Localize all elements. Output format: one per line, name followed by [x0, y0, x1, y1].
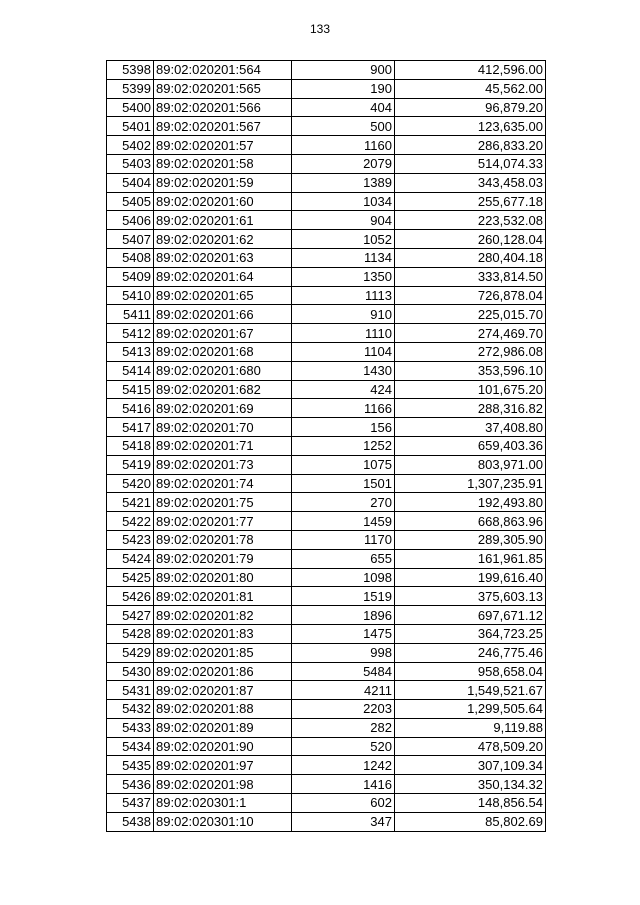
table-row: [107, 775, 546, 794]
row-index-cell: 5417: [107, 418, 154, 437]
cadastral-number-cell: 89:02:020201:565: [154, 79, 292, 98]
row-index-cell: 5436: [107, 775, 154, 794]
cadastral-number-cell: 89:02:020201:83: [154, 624, 292, 643]
row-index-cell: 5414: [107, 361, 154, 380]
row-index-cell: 5409: [107, 267, 154, 286]
cadastral-number-cell: 89:02:020201:67: [154, 324, 292, 343]
value-cell: 412,596.00: [395, 61, 546, 80]
table-row: [107, 737, 546, 756]
row-index-cell: 5430: [107, 662, 154, 681]
value-cell: 255,677.18: [395, 192, 546, 211]
table-row: [107, 173, 546, 192]
row-index-cell: 5419: [107, 455, 154, 474]
table-row: [107, 361, 546, 380]
table-row: [107, 794, 546, 813]
cadastral-number-cell: 89:02:020201:66: [154, 305, 292, 324]
area-cell: 4211: [292, 681, 395, 700]
cadastral-number-cell: 89:02:020201:566: [154, 98, 292, 117]
table-row: [107, 718, 546, 737]
table-row: [107, 248, 546, 267]
cadastral-table: [106, 60, 546, 832]
table-row: [107, 493, 546, 512]
cadastral-number-cell: 89:02:020201:81: [154, 587, 292, 606]
area-cell: 1166: [292, 399, 395, 418]
row-index-cell: 5432: [107, 700, 154, 719]
cadastral-number-cell: 89:02:020201:62: [154, 230, 292, 249]
row-index-cell: 5421: [107, 493, 154, 512]
value-cell: 246,775.46: [395, 643, 546, 662]
row-index-cell: 5416: [107, 399, 154, 418]
area-cell: 1430: [292, 361, 395, 380]
cadastral-number-cell: 89:02:020201:58: [154, 154, 292, 173]
cadastral-number-cell: 89:02:020201:70: [154, 418, 292, 437]
value-cell: 101,675.20: [395, 380, 546, 399]
row-index-cell: 5431: [107, 681, 154, 700]
area-cell: 5484: [292, 662, 395, 681]
row-index-cell: 5422: [107, 512, 154, 531]
area-cell: 904: [292, 211, 395, 230]
row-index-cell: 5402: [107, 136, 154, 155]
value-cell: 289,305.90: [395, 530, 546, 549]
area-cell: 1475: [292, 624, 395, 643]
area-cell: 1160: [292, 136, 395, 155]
area-cell: 1113: [292, 286, 395, 305]
area-cell: 900: [292, 61, 395, 80]
table-row: [107, 624, 546, 643]
cadastral-number-cell: 89:02:020201:64: [154, 267, 292, 286]
table-row: [107, 568, 546, 587]
page-number: 133: [309, 22, 331, 36]
row-index-cell: 5425: [107, 568, 154, 587]
value-cell: 280,404.18: [395, 248, 546, 267]
value-cell: 123,635.00: [395, 117, 546, 136]
value-cell: 1,307,235.91: [395, 474, 546, 493]
area-cell: 1034: [292, 192, 395, 211]
cadastral-number-cell: 89:02:020201:59: [154, 173, 292, 192]
cadastral-number-cell: 89:02:020201:74: [154, 474, 292, 493]
cadastral-number-cell: 89:02:020201:680: [154, 361, 292, 380]
table-row: [107, 436, 546, 455]
table-row: [107, 79, 546, 98]
value-cell: 478,509.20: [395, 737, 546, 756]
row-index-cell: 5433: [107, 718, 154, 737]
value-cell: 148,856.54: [395, 794, 546, 813]
area-cell: 500: [292, 117, 395, 136]
row-index-cell: 5408: [107, 248, 154, 267]
row-index-cell: 5403: [107, 154, 154, 173]
area-cell: 404: [292, 98, 395, 117]
area-cell: 347: [292, 812, 395, 831]
area-cell: 1519: [292, 587, 395, 606]
row-index-cell: 5410: [107, 286, 154, 305]
value-cell: 697,671.12: [395, 606, 546, 625]
value-cell: 726,878.04: [395, 286, 546, 305]
table-row: [107, 474, 546, 493]
table-row: [107, 530, 546, 549]
row-index-cell: 5413: [107, 342, 154, 361]
value-cell: 96,879.20: [395, 98, 546, 117]
table-row: [107, 418, 546, 437]
table-row: [107, 643, 546, 662]
cadastral-number-cell: 89:02:020201:61: [154, 211, 292, 230]
value-cell: 45,562.00: [395, 79, 546, 98]
table-row: [107, 662, 546, 681]
table-row: [107, 61, 546, 80]
row-index-cell: 5400: [107, 98, 154, 117]
cadastral-number-cell: 89:02:020201:63: [154, 248, 292, 267]
value-cell: 958,658.04: [395, 662, 546, 681]
table-row: [107, 756, 546, 775]
cadastral-number-cell: 89:02:020201:88: [154, 700, 292, 719]
row-index-cell: 5418: [107, 436, 154, 455]
area-cell: 156: [292, 418, 395, 437]
value-cell: 192,493.80: [395, 493, 546, 512]
area-cell: 1242: [292, 756, 395, 775]
value-cell: 668,863.96: [395, 512, 546, 531]
row-index-cell: 5406: [107, 211, 154, 230]
area-cell: 655: [292, 549, 395, 568]
cadastral-number-cell: 89:02:020201:564: [154, 61, 292, 80]
table-row: [107, 324, 546, 343]
value-cell: 353,596.10: [395, 361, 546, 380]
cadastral-number-cell: 89:02:020201:90: [154, 737, 292, 756]
table-row: [107, 342, 546, 361]
row-index-cell: 5435: [107, 756, 154, 775]
row-index-cell: 5423: [107, 530, 154, 549]
area-cell: 1389: [292, 173, 395, 192]
cadastral-number-cell: 89:02:020201:60: [154, 192, 292, 211]
value-cell: 260,128.04: [395, 230, 546, 249]
area-cell: 424: [292, 380, 395, 399]
cadastral-number-cell: 89:02:020201:68: [154, 342, 292, 361]
table-row: [107, 455, 546, 474]
row-index-cell: 5429: [107, 643, 154, 662]
row-index-cell: 5404: [107, 173, 154, 192]
cadastral-number-cell: 89:02:020201:78: [154, 530, 292, 549]
cadastral-number-cell: 89:02:020201:77: [154, 512, 292, 531]
table-row: [107, 587, 546, 606]
table-row: [107, 267, 546, 286]
value-cell: 1,549,521.67: [395, 681, 546, 700]
value-cell: 803,971.00: [395, 455, 546, 474]
table-row: [107, 192, 546, 211]
table-row: [107, 230, 546, 249]
table-row: [107, 117, 546, 136]
row-index-cell: 5424: [107, 549, 154, 568]
value-cell: 161,961.85: [395, 549, 546, 568]
row-index-cell: 5420: [107, 474, 154, 493]
area-cell: 1052: [292, 230, 395, 249]
row-index-cell: 5428: [107, 624, 154, 643]
area-cell: 602: [292, 794, 395, 813]
row-index-cell: 5411: [107, 305, 154, 324]
table-row: [107, 549, 546, 568]
cadastral-number-cell: 89:02:020201:71: [154, 436, 292, 455]
area-cell: 1170: [292, 530, 395, 549]
cadastral-number-cell: 89:02:020201:79: [154, 549, 292, 568]
row-index-cell: 5407: [107, 230, 154, 249]
area-cell: 1416: [292, 775, 395, 794]
area-cell: 520: [292, 737, 395, 756]
cadastral-number-cell: 89:02:020201:80: [154, 568, 292, 587]
cadastral-number-cell: 89:02:020201:73: [154, 455, 292, 474]
value-cell: 223,532.08: [395, 211, 546, 230]
area-cell: 1098: [292, 568, 395, 587]
table-row: [107, 812, 546, 831]
value-cell: 288,316.82: [395, 399, 546, 418]
area-cell: 2079: [292, 154, 395, 173]
value-cell: 9,119.88: [395, 718, 546, 737]
area-cell: 2203: [292, 700, 395, 719]
cadastral-number-cell: 89:02:020201:682: [154, 380, 292, 399]
table-row: [107, 286, 546, 305]
cadastral-number-cell: 89:02:020201:69: [154, 399, 292, 418]
cadastral-number-cell: 89:02:020201:87: [154, 681, 292, 700]
area-cell: 1075: [292, 455, 395, 474]
area-cell: 190: [292, 79, 395, 98]
cadastral-number-cell: 89:02:020201:98: [154, 775, 292, 794]
cadastral-number-cell: 89:02:020201:82: [154, 606, 292, 625]
area-cell: 1110: [292, 324, 395, 343]
area-cell: 282: [292, 718, 395, 737]
row-index-cell: 5399: [107, 79, 154, 98]
table-row: [107, 211, 546, 230]
row-index-cell: 5412: [107, 324, 154, 343]
area-cell: 1134: [292, 248, 395, 267]
row-index-cell: 5398: [107, 61, 154, 80]
row-index-cell: 5405: [107, 192, 154, 211]
table-row: [107, 681, 546, 700]
area-cell: 1252: [292, 436, 395, 455]
table-row: [107, 136, 546, 155]
cadastral-number-cell: 89:02:020201:65: [154, 286, 292, 305]
table-row: [107, 700, 546, 719]
area-cell: 1501: [292, 474, 395, 493]
cadastral-number-cell: 89:02:020201:567: [154, 117, 292, 136]
cadastral-number-cell: 89:02:020201:86: [154, 662, 292, 681]
area-cell: 1350: [292, 267, 395, 286]
area-cell: 1896: [292, 606, 395, 625]
table-row: [107, 606, 546, 625]
value-cell: 274,469.70: [395, 324, 546, 343]
area-cell: 998: [292, 643, 395, 662]
value-cell: 37,408.80: [395, 418, 546, 437]
cadastral-number-cell: 89:02:020201:57: [154, 136, 292, 155]
cadastral-number-cell: 89:02:020201:85: [154, 643, 292, 662]
value-cell: 343,458.03: [395, 173, 546, 192]
row-index-cell: 5401: [107, 117, 154, 136]
table-row: [107, 98, 546, 117]
row-index-cell: 5415: [107, 380, 154, 399]
value-cell: 514,074.33: [395, 154, 546, 173]
value-cell: 659,403.36: [395, 436, 546, 455]
table-row: [107, 154, 546, 173]
value-cell: 1,299,505.64: [395, 700, 546, 719]
row-index-cell: 5438: [107, 812, 154, 831]
table-row: [107, 512, 546, 531]
value-cell: 364,723.25: [395, 624, 546, 643]
cadastral-number-cell: 89:02:020301:10: [154, 812, 292, 831]
cadastral-number-cell: 89:02:020201:97: [154, 756, 292, 775]
row-index-cell: 5426: [107, 587, 154, 606]
table-row: [107, 399, 546, 418]
value-cell: 350,134.32: [395, 775, 546, 794]
area-cell: 270: [292, 493, 395, 512]
table-row: [107, 305, 546, 324]
value-cell: 375,603.13: [395, 587, 546, 606]
area-cell: 1104: [292, 342, 395, 361]
area-cell: 1459: [292, 512, 395, 531]
cadastral-number-cell: 89:02:020301:1: [154, 794, 292, 813]
area-cell: 910: [292, 305, 395, 324]
row-index-cell: 5434: [107, 737, 154, 756]
row-index-cell: 5437: [107, 794, 154, 813]
table-row: [107, 380, 546, 399]
value-cell: 286,833.20: [395, 136, 546, 155]
value-cell: 307,109.34: [395, 756, 546, 775]
value-cell: 272,986.08: [395, 342, 546, 361]
value-cell: 225,015.70: [395, 305, 546, 324]
cadastral-number-cell: 89:02:020201:89: [154, 718, 292, 737]
cadastral-number-cell: 89:02:020201:75: [154, 493, 292, 512]
value-cell: 199,616.40: [395, 568, 546, 587]
row-index-cell: 5427: [107, 606, 154, 625]
value-cell: 85,802.69: [395, 812, 546, 831]
value-cell: 333,814.50: [395, 267, 546, 286]
table-body: [107, 61, 546, 832]
